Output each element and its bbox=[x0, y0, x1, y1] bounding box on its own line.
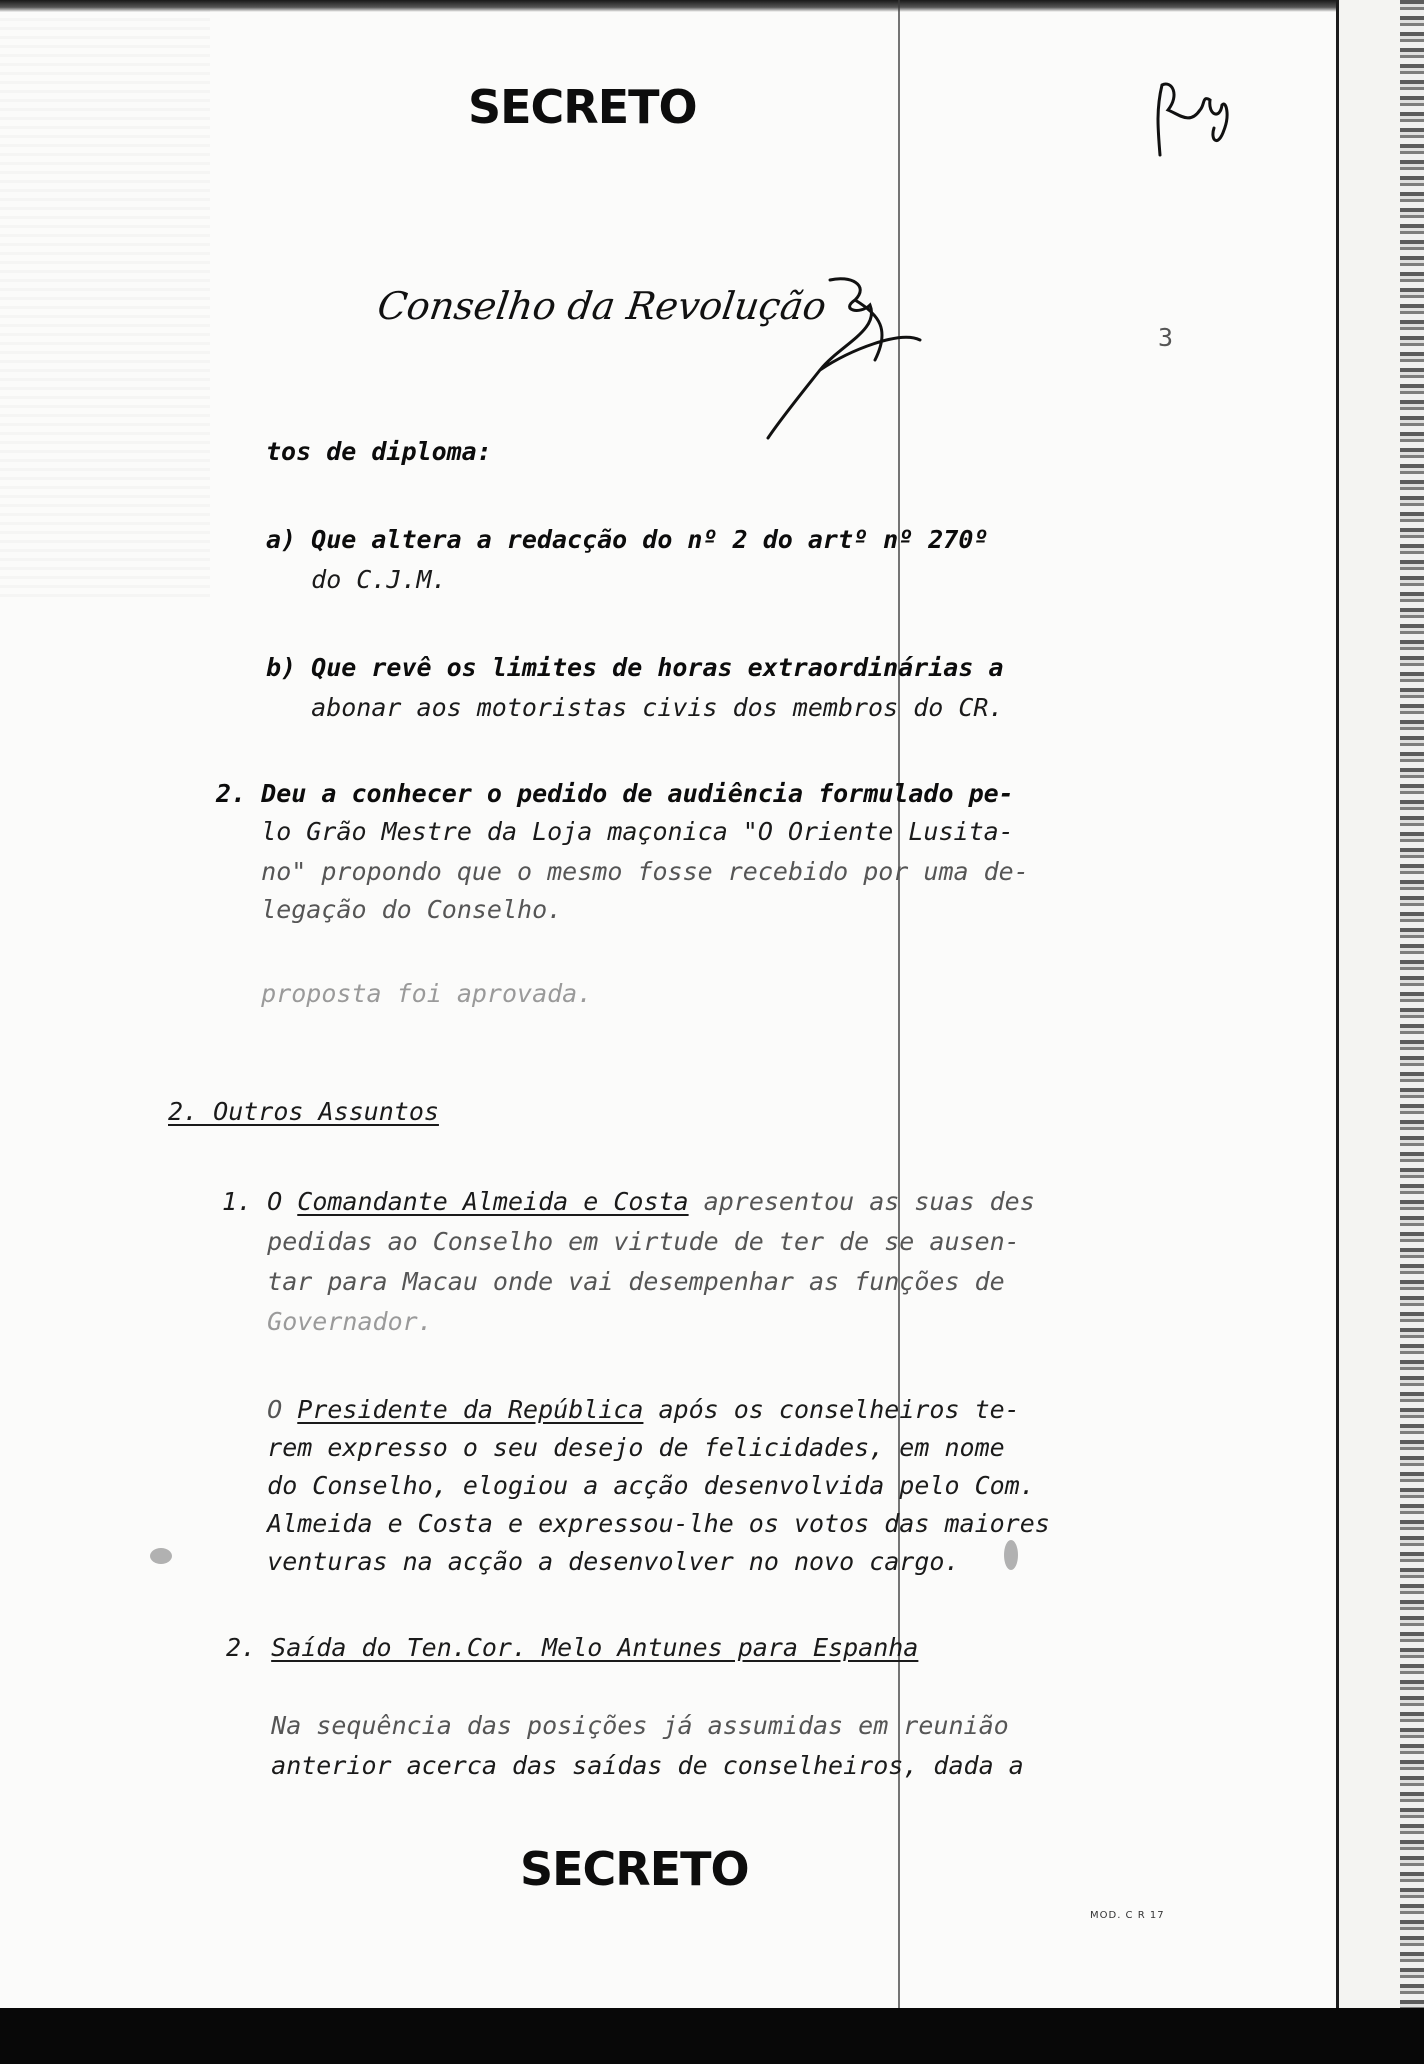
body-line: legação do Conselho. bbox=[216, 895, 563, 924]
body-line: pedidas ao Conselho em virtude de ter de se ausen- bbox=[222, 1227, 1020, 1256]
body-line: abonar aos motoristas civis dos membros do CR. bbox=[266, 693, 1004, 722]
body-line: b) Que revê os limites de horas extraordinárias a bbox=[266, 653, 1004, 682]
body-line: rem expresso o seu desejo de felicidades, em nome bbox=[222, 1433, 1005, 1462]
text-run: Comandante Almeida e Costa bbox=[297, 1187, 689, 1216]
text-run: Presidente da República bbox=[297, 1395, 644, 1424]
document-header: Conselho da Revolução bbox=[374, 284, 830, 328]
body-line: Almeida e Costa e expressou-lhe os votos das maiores bbox=[222, 1509, 1050, 1538]
body-line: tos de diploma: bbox=[266, 437, 492, 466]
body-line: Governador. bbox=[222, 1307, 433, 1336]
body-line: lo Grão Mestre da Loja maçonica "O Oriente Lusita- bbox=[216, 817, 1014, 846]
scan-noise bbox=[0, 0, 210, 600]
text-run: 2. bbox=[226, 1633, 272, 1662]
classification-stamp-bottom: SECRETO bbox=[520, 1842, 749, 1896]
body-line: do Conselho, elogiou a acção desenvolvida pelo Com. bbox=[222, 1471, 1035, 1500]
text-run: apresentou as suas des bbox=[688, 1187, 1035, 1216]
ink-smudge bbox=[1004, 1540, 1018, 1570]
signature-icon bbox=[760, 270, 990, 450]
scan-bottom-edge bbox=[0, 2008, 1424, 2064]
body-line: anterior acerca das saídas de conselheiros, dada a bbox=[226, 1751, 1024, 1780]
body-line: tar para Macau onde vai desempenhar as funções de bbox=[222, 1267, 1005, 1296]
scan-right-strip bbox=[1400, 0, 1424, 2064]
body-line: Na sequência das posições já assumidas em reunião bbox=[226, 1711, 1009, 1740]
body-line: no" propondo que o mesmo fosse recebido por uma de- bbox=[216, 857, 1029, 886]
ink-smudge bbox=[150, 1548, 172, 1564]
body-line: proposta foi aprovada. bbox=[216, 979, 593, 1008]
body-line bbox=[222, 1182, 1035, 1222]
body-line: 2. Deu a conhecer o pedido de audiência formulado pe- bbox=[216, 779, 1014, 808]
classification-stamp-top: SECRETO bbox=[468, 80, 697, 134]
form-code: MOD. C R 17 bbox=[1090, 1910, 1165, 1921]
text-run: Saída do Ten.Cor. Melo Antunes para Espanha bbox=[271, 1633, 919, 1662]
body-line bbox=[226, 1628, 918, 1668]
handwritten-initials bbox=[1150, 70, 1240, 170]
marginal-mark: 3 bbox=[1158, 323, 1174, 352]
body-line: do C.J.M. bbox=[266, 565, 447, 594]
text-run: 1. O bbox=[222, 1187, 298, 1216]
text-run: O bbox=[222, 1395, 298, 1424]
section-heading: 2. Outros Assuntos bbox=[168, 1097, 439, 1126]
body-line bbox=[222, 1390, 1020, 1430]
body-line: venturas na acção a desenvolver no novo cargo. bbox=[222, 1547, 960, 1576]
scan-top-edge bbox=[0, 0, 1424, 12]
text-run: após os conselheiros te- bbox=[643, 1395, 1020, 1424]
body-line: a) Que altera a redacção do nº 2 do artº nº 270º bbox=[266, 525, 989, 554]
